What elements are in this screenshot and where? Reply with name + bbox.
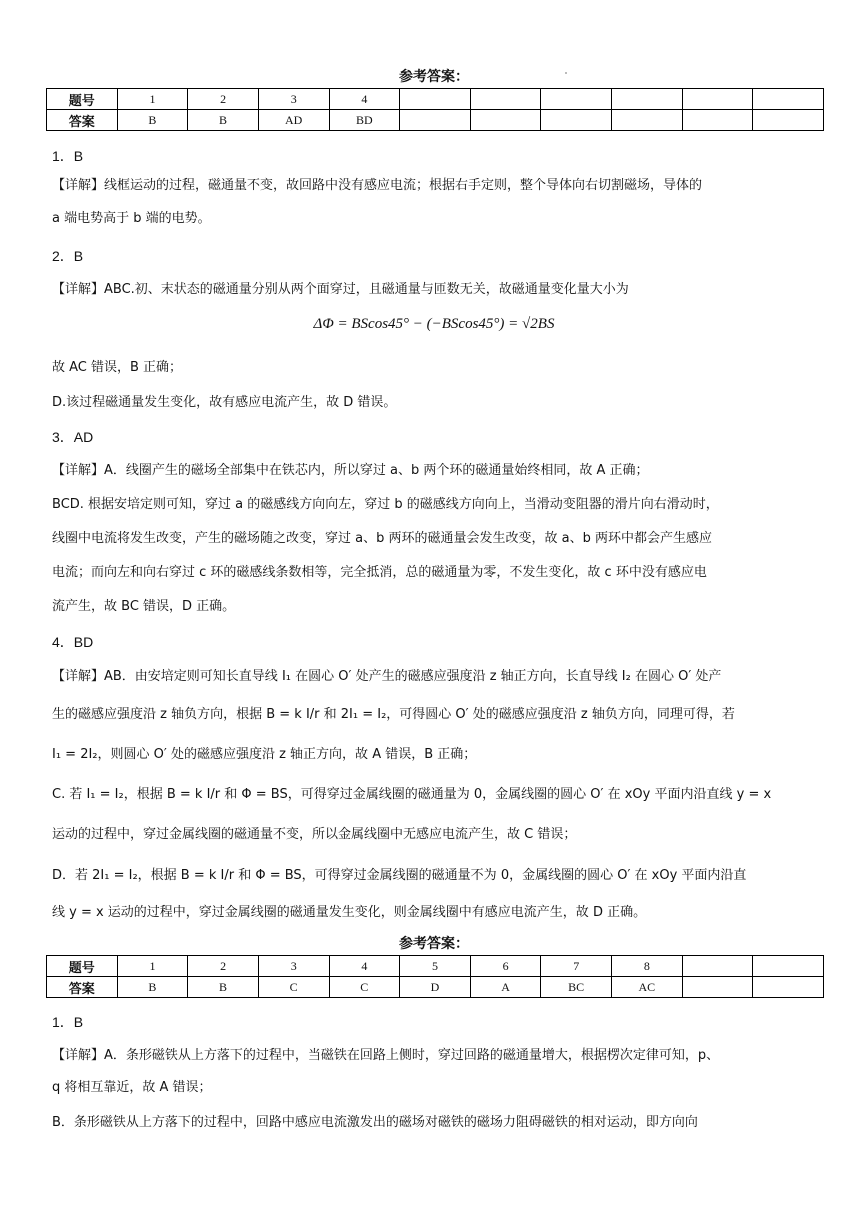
table-cell: AC <box>612 977 683 998</box>
question-number: 3．AD <box>52 429 94 445</box>
explanation-line: 线圈中电流将发生改变，产生的磁场随之改变，穿过 a、b 两环的磁通量会发生改变，故 a、b 两环中都会产生感应 <box>52 531 712 546</box>
table-cell: B <box>117 977 188 998</box>
table-cell <box>541 110 612 131</box>
table-cell: 6 <box>470 956 541 977</box>
explanation-line: 流产生，故 BC 错误，D 正确。 <box>52 599 236 614</box>
table-cell: D <box>400 977 471 998</box>
explanation-line: B．条形磁铁从上方落下的过程中，回路中感应电流激发出的磁场对磁铁的磁场力阻碍磁铁的相对运动，即方向向 <box>52 1115 698 1130</box>
explanation-line: 【详解】AB．由安培定则可知长直导线 I₁ 在圆心 O′ 处产生的磁感应强度沿 z 轴正方向，长直导线 I₂ 在圆心 O′ 处产 <box>52 669 722 684</box>
table-cell <box>682 110 753 131</box>
table-header-cell: 答案 <box>47 977 118 998</box>
explanation-line: C. 若 I₁ = I₂，根据 B = k I/r 和 Φ = BS，可得穿过金属线圈的磁通量为 0，金属线圈的圆心 O′ 在 xOy 平面内沿直线 y = x <box>52 787 772 802</box>
explanation-line: BCD. 根据安培定则可知，穿过 a 的磁感线方向向左，穿过 b 的磁感线方向向上，当滑动变阻器的滑片向右滑动时， <box>52 497 719 512</box>
table-cell: 4 <box>329 956 400 977</box>
table-cell: 8 <box>612 956 683 977</box>
table-cell <box>470 89 541 110</box>
explanation-line: 【详解】线框运动的过程，磁通量不变，故回路中没有感应电流；根据右手定则，整个导体向右切割磁场，导体的 <box>52 178 703 193</box>
explanation-line: a 端电势高于 b 端的电势。 <box>52 211 211 226</box>
answer-table <box>46 955 824 998</box>
table-cell: 1 <box>117 89 188 110</box>
table-row <box>47 956 824 977</box>
explanation-line: 运动的过程中，穿过金属线圈的磁通量不变，所以金属线圈中无感应电流产生，故 C 错误； <box>52 827 577 842</box>
answer-key-title: 参考答案： <box>399 69 469 85</box>
table-cell: 2 <box>188 956 259 977</box>
question-number: 4．BD <box>52 634 94 650</box>
answer-key-title: 参考答案： <box>399 936 469 952</box>
answer-table <box>46 88 824 131</box>
table-cell: A <box>470 977 541 998</box>
table-cell: AD <box>258 110 329 131</box>
explanation-line: 【详解】ABC.初、末状态的磁通量分别从两个面穿过，且磁通量与匝数无关，故磁通量变化量大小为 <box>52 282 629 297</box>
table-row <box>47 977 824 998</box>
equation: ΔΦ = BScos45° − (−BScos45°) = √2BS <box>313 316 555 332</box>
explanation-line: I₁ = 2I₂，则圆心 O′ 处的磁感应强度沿 z 轴正方向，故 A 错误，B 正确； <box>52 747 477 762</box>
table-header-cell: 题号 <box>47 89 118 110</box>
table-cell: B <box>117 110 188 131</box>
explanation-line: 电流；而向左和向右穿过 c 环的磁感线条数相等，完全抵消，总的磁通量为零，不发生变化，故 c 环中没有感应电 <box>52 565 707 580</box>
explanation-line: 线 y = x 运动的过程中，穿过金属线圈的磁通量发生变化，则金属线圈中有感应电流产生，故 D 正确。 <box>52 905 647 920</box>
table-cell: 2 <box>188 89 259 110</box>
explanation-line: D.该过程磁通量发生变化，故有感应电流产生，故 D 错误。 <box>52 395 397 410</box>
question-number: 1．B <box>52 1014 84 1030</box>
table-cell: 1 <box>117 956 188 977</box>
table-cell <box>400 89 471 110</box>
table-cell <box>400 110 471 131</box>
table-cell: 5 <box>400 956 471 977</box>
table-cell: 7 <box>541 956 612 977</box>
table-cell: BC <box>541 977 612 998</box>
explanation-line: 生的磁感应强度沿 z 轴负方向，根据 B = k I/r 和 2I₁ = I₂，可得圆心 O′ 处的磁感应强度沿 z 轴负方向，同理可得，若 <box>52 707 735 722</box>
table-cell <box>541 89 612 110</box>
table-cell: 4 <box>329 89 400 110</box>
table-cell: C <box>329 977 400 998</box>
table-row <box>47 89 824 110</box>
explanation-line: 故 AC 错误，B 正确； <box>52 360 183 375</box>
table-cell <box>470 110 541 131</box>
explanation-line: D．若 2I₁ = I₂，根据 B = k I/r 和 Φ = BS，可得穿过金属线圈的磁通量不为 0，金属线圈的圆心 O′ 在 xOy 平面内沿直 <box>52 868 747 883</box>
table-cell <box>682 89 753 110</box>
table-cell <box>753 89 824 110</box>
question-number: 1．B <box>52 148 84 164</box>
explanation-line: 【详解】A．条形磁铁从上方落下的过程中，当磁铁在回路上侧时，穿过回路的磁通量增大，根据楞次定律可知，p、 <box>52 1048 720 1063</box>
table-cell: C <box>258 977 329 998</box>
table-header-cell: 题号 <box>47 956 118 977</box>
table-cell <box>753 110 824 131</box>
explanation-line: 【详解】A．线圈产生的磁场全部集中在铁芯内，所以穿过 a、b 两个环的磁通量始终相同，故 A 正确； <box>52 463 649 478</box>
table-cell <box>682 977 753 998</box>
question-number: 2．B <box>52 248 84 264</box>
table-header-cell: 答案 <box>47 110 118 131</box>
table-cell: BD <box>329 110 400 131</box>
table-row <box>47 110 824 131</box>
table-cell <box>612 89 683 110</box>
table-cell: 3 <box>258 89 329 110</box>
table-cell <box>753 977 824 998</box>
table-cell <box>753 956 824 977</box>
table-cell: B <box>188 110 259 131</box>
table-cell: B <box>188 977 259 998</box>
explanation-line: q 将相互靠近，故 A 错误； <box>52 1080 212 1095</box>
table-cell <box>612 110 683 131</box>
table-cell <box>682 956 753 977</box>
table-cell: 3 <box>258 956 329 977</box>
